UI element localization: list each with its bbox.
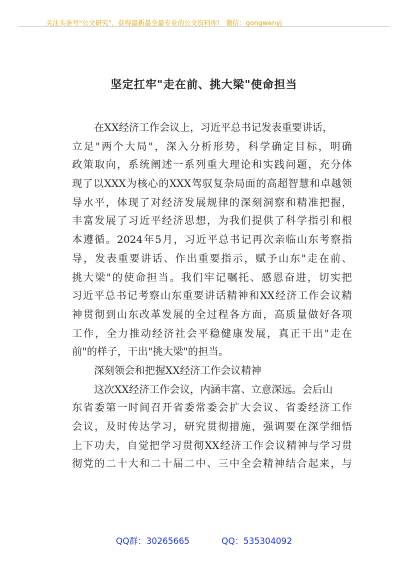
paragraph-line: 习近平总书记考察山东重要讲话精神和XX经济工作会议精: [72, 291, 352, 303]
paragraph-line: 神贯彻到山东改革发展的全过程各方面，高质量做好各项: [72, 309, 352, 321]
paragraph-line: 政策取向，系统阐述一系列重大理论和实践问题，充分体: [72, 160, 352, 172]
paragraph-line: 丰富发展了习近平经济思想，为我们提供了科学指引和根: [72, 216, 352, 228]
page-header: [18, 0, 390, 27]
paragraph-line: 东省委第一时间召开省委常委会扩大会议、省委经济工作: [72, 403, 352, 415]
paragraph-line: 导水平，体现了对经济发展规律的深刻洞察和精准把握，: [72, 197, 352, 209]
paragraph-line: 彻党的二十大和二十届二中、三中全会精神结合起来，与: [72, 459, 352, 471]
document-body: [72, 120, 352, 475]
paragraph-line: 上下功夫，自觉把学习贯彻XX经济工作会议精神与学习贯: [72, 440, 352, 452]
footer-qq-group: QQ群：30265665: [115, 537, 190, 547]
section-heading: 深刻领会和把握XX经济工作会议精神: [94, 365, 262, 377]
paragraph-line: 本遵循。2024年5月，习近平总书记再次亲临山东考察指: [72, 235, 352, 247]
document-title: 坚定扛牢"走在前、挑大梁"使命担当: [110, 78, 298, 91]
paragraph-line: 在XX经济工作会议上，习近平总书记发表重要讲话，: [94, 123, 333, 134]
paragraph-line: 导，发表重要讲话、作出重要指示，赋予山东"走在前、: [72, 253, 352, 265]
paragraph-line: 工作，全力推动经济社会平稳健康发展，真正干出"走在: [72, 328, 352, 340]
paragraph-line: 现了以XXX为核心的XXX驾驭复杂局面的高超智慧和卓越领: [72, 179, 352, 191]
footer-qq-number: QQ：535304092: [221, 537, 293, 547]
paragraph-line: 会议，及时传达学习，研究贯彻措施，强调要在深学细悟: [72, 422, 352, 433]
paragraph-line: 立足"两个大局"，深入分析形势，科学确定目标，明确: [72, 141, 352, 153]
paragraph-line: 这次XX经济工作会议，内涵丰富、立意深远。会后山: [94, 384, 333, 396]
paragraph-line: 前"的样子，干出"挑大梁"的担当。: [72, 347, 229, 359]
page-footer: [0, 535, 408, 547]
paragraph-line: 挑大梁"的使命担当。我们牢记嘱托、感恩奋进，切实把: [72, 272, 352, 284]
header-notice: 关注头条号"公文研究"，获得最新最全最专业的公文资料库！ 微信：gongwenyj: [46, 19, 283, 27]
